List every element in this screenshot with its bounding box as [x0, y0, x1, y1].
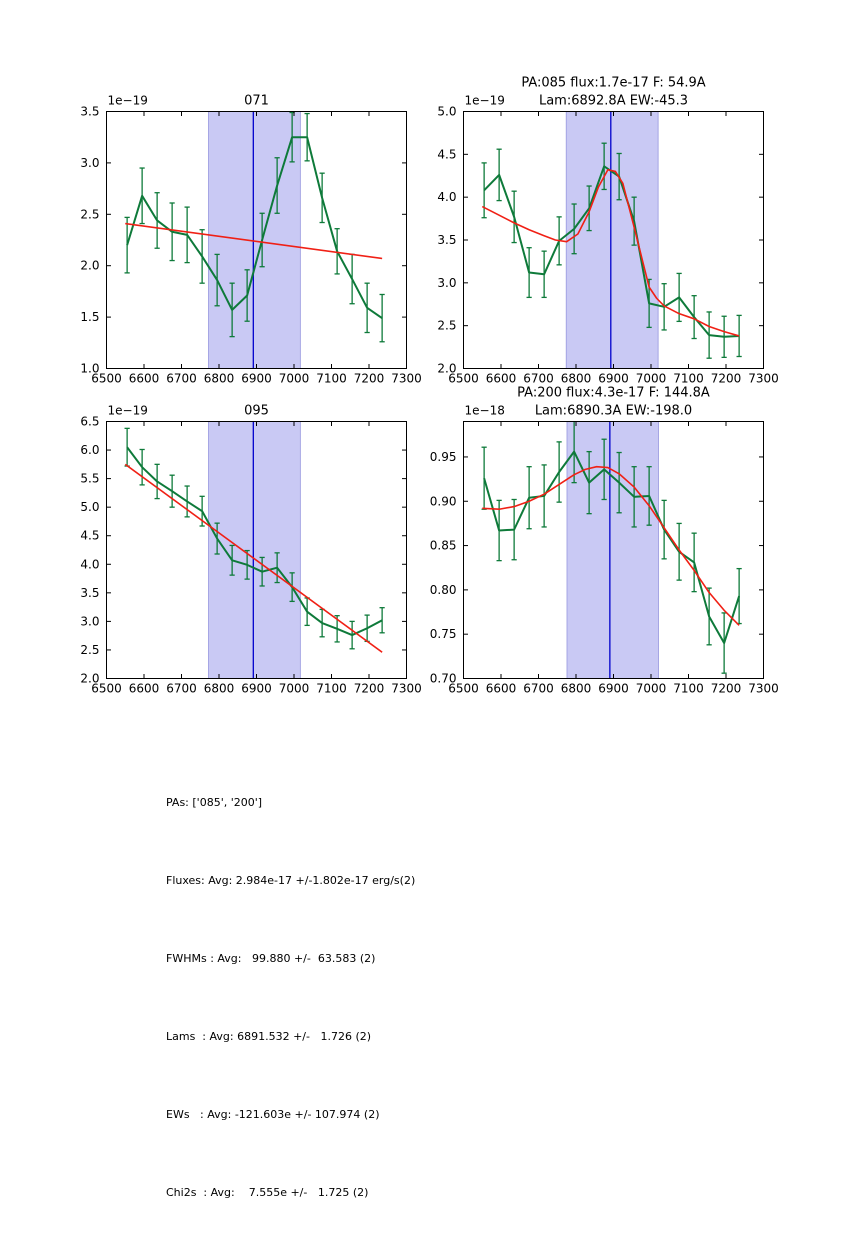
x-tick-label: 6900 [241, 371, 272, 386]
y-tick-label: 3.5 [80, 585, 100, 600]
x-tick-label: 6900 [598, 681, 629, 696]
x-tick-label: 7000 [635, 681, 667, 696]
y-axis-offset-label: 1e−18 [464, 403, 505, 418]
x-tick-label: 6700 [523, 371, 554, 386]
y-tick-label: 0.90 [429, 494, 457, 509]
x-tick-label: 7100 [673, 681, 704, 696]
x-tick-label: 7300 [748, 371, 779, 386]
x-tick-label: 7200 [353, 371, 385, 386]
x-tick-label: 6800 [203, 681, 235, 696]
y-tick-label: 4.5 [437, 147, 457, 162]
stats-line-ews: EWs : Avg: -121.603e +/- 107.974 (2) [166, 1108, 380, 1121]
y-tick-label: 3.5 [80, 104, 100, 119]
y-tick-label: 0.95 [429, 449, 457, 464]
x-tick-label: 7200 [710, 681, 742, 696]
x-tick-label: 6600 [128, 371, 160, 386]
subplot-title [244, 94, 269, 109]
y-tick-label: 5.0 [437, 104, 457, 119]
stats-line-fluxes: Fluxes: Avg: 2.984e-17 +/-1.802e-17 erg/s(2) [166, 874, 416, 887]
y-tick-label: 6.0 [80, 443, 100, 458]
highlight-band [209, 422, 301, 679]
highlight-band [566, 112, 658, 369]
highlight-band [209, 112, 301, 369]
plot-area [125, 112, 385, 369]
y-tick-label: 2.5 [80, 207, 100, 222]
x-tick-label: 6600 [128, 681, 160, 696]
y-tick-label: 0.75 [429, 627, 457, 642]
y-tick-label: 3.0 [80, 155, 100, 170]
stats-line-chi2s: Chi2s : Avg: 7.555e +/- 1.725 (2) [166, 1186, 369, 1199]
stats-line-pas: PAs: ['085', '200'] [166, 796, 263, 809]
y-axis-offset-label: 1e−19 [107, 403, 148, 418]
subplot-title-line: 095 [244, 403, 269, 419]
plot-area [125, 422, 385, 679]
y-tick-label: 2.5 [437, 318, 457, 333]
subplot-title-line: PA:085 flux:1.7e-17 F: 54.9A [521, 75, 706, 91]
y-tick-label: 2.0 [80, 671, 100, 686]
x-tick-label: 6800 [560, 371, 592, 386]
x-tick-label: 7000 [278, 681, 310, 696]
x-tick-label: 6800 [203, 371, 235, 386]
y-tick-label: 5.0 [80, 500, 100, 515]
x-tick-label: 6900 [598, 371, 629, 386]
subplot-title [244, 404, 269, 419]
y-tick-label: 3.0 [437, 275, 457, 290]
subplot-title-line: 071 [244, 93, 269, 109]
x-tick-label: 6500 [91, 681, 122, 696]
x-tick-label: 7300 [391, 681, 422, 696]
y-axis-offset-label: 1e−19 [107, 93, 148, 108]
x-tick-label: 7100 [316, 681, 347, 696]
y-tick-label: 4.0 [80, 557, 100, 572]
x-tick-label: 6700 [523, 681, 554, 696]
x-tick-label: 7200 [353, 681, 385, 696]
y-tick-label: 1.5 [80, 310, 100, 325]
subplot-top-left [80, 94, 421, 386]
x-tick-label: 6500 [91, 371, 122, 386]
subplot-title-line: Lam:6890.3A EW:-198.0 [534, 403, 693, 419]
y-tick-label: 4.0 [437, 190, 457, 205]
x-tick-label: 7100 [316, 371, 347, 386]
subplot-title-line: Lam:6892.8A EW:-45.3 [538, 93, 689, 109]
y-tick-label: 3.0 [80, 614, 100, 629]
y-axis-offset-label: 1e−19 [464, 93, 505, 108]
x-tick-label: 6800 [560, 681, 592, 696]
y-tick-label: 3.5 [437, 233, 457, 247]
subplot-bottom-right [430, 386, 779, 696]
x-tick-label: 7300 [391, 371, 422, 386]
x-tick-label: 6900 [241, 681, 272, 696]
subplot-title-line: PA:200 flux:4.3e-17 F: 144.8A [517, 385, 710, 401]
stats-line-fwhms: FWHMs : Avg: 99.880 +/- 63.583 (2) [166, 952, 376, 965]
subplot-title [521, 76, 705, 109]
y-tick-label: 2.0 [80, 258, 100, 273]
y-tick-label: 0.70 [429, 671, 457, 686]
y-tick-label: 2.0 [437, 361, 457, 376]
plot-area [482, 421, 742, 679]
x-tick-label: 6600 [485, 681, 517, 696]
highlight-band [567, 422, 659, 679]
x-tick-label: 6700 [166, 371, 197, 386]
plot-area [482, 112, 742, 369]
x-tick-label: 6500 [448, 681, 479, 696]
x-tick-label: 7000 [278, 371, 310, 386]
x-tick-label: 7000 [635, 371, 667, 386]
y-tick-label: 0.80 [429, 582, 457, 597]
y-tick-label: 6.5 [80, 414, 100, 429]
x-tick-label: 7300 [748, 681, 779, 696]
y-tick-label: 4.5 [80, 528, 100, 543]
y-tick-label: 2.5 [80, 642, 100, 657]
x-tick-label: 7100 [673, 371, 704, 386]
x-tick-label: 7200 [710, 371, 742, 386]
y-tick-label: 5.5 [80, 471, 100, 486]
subplot-title [517, 386, 710, 419]
y-tick-label: 0.85 [429, 538, 457, 553]
x-tick-label: 6500 [448, 371, 479, 386]
x-tick-label: 6700 [166, 681, 197, 696]
y-tick-label: 1.0 [80, 361, 100, 376]
stats-block [166, 738, 415, 1258]
subplot-bottom-left [80, 404, 421, 696]
x-tick-label: 6600 [485, 371, 517, 386]
stats-line-lams: Lams : Avg: 6891.532 +/- 1.726 (2) [166, 1030, 372, 1043]
subplot-top-right [437, 76, 778, 386]
